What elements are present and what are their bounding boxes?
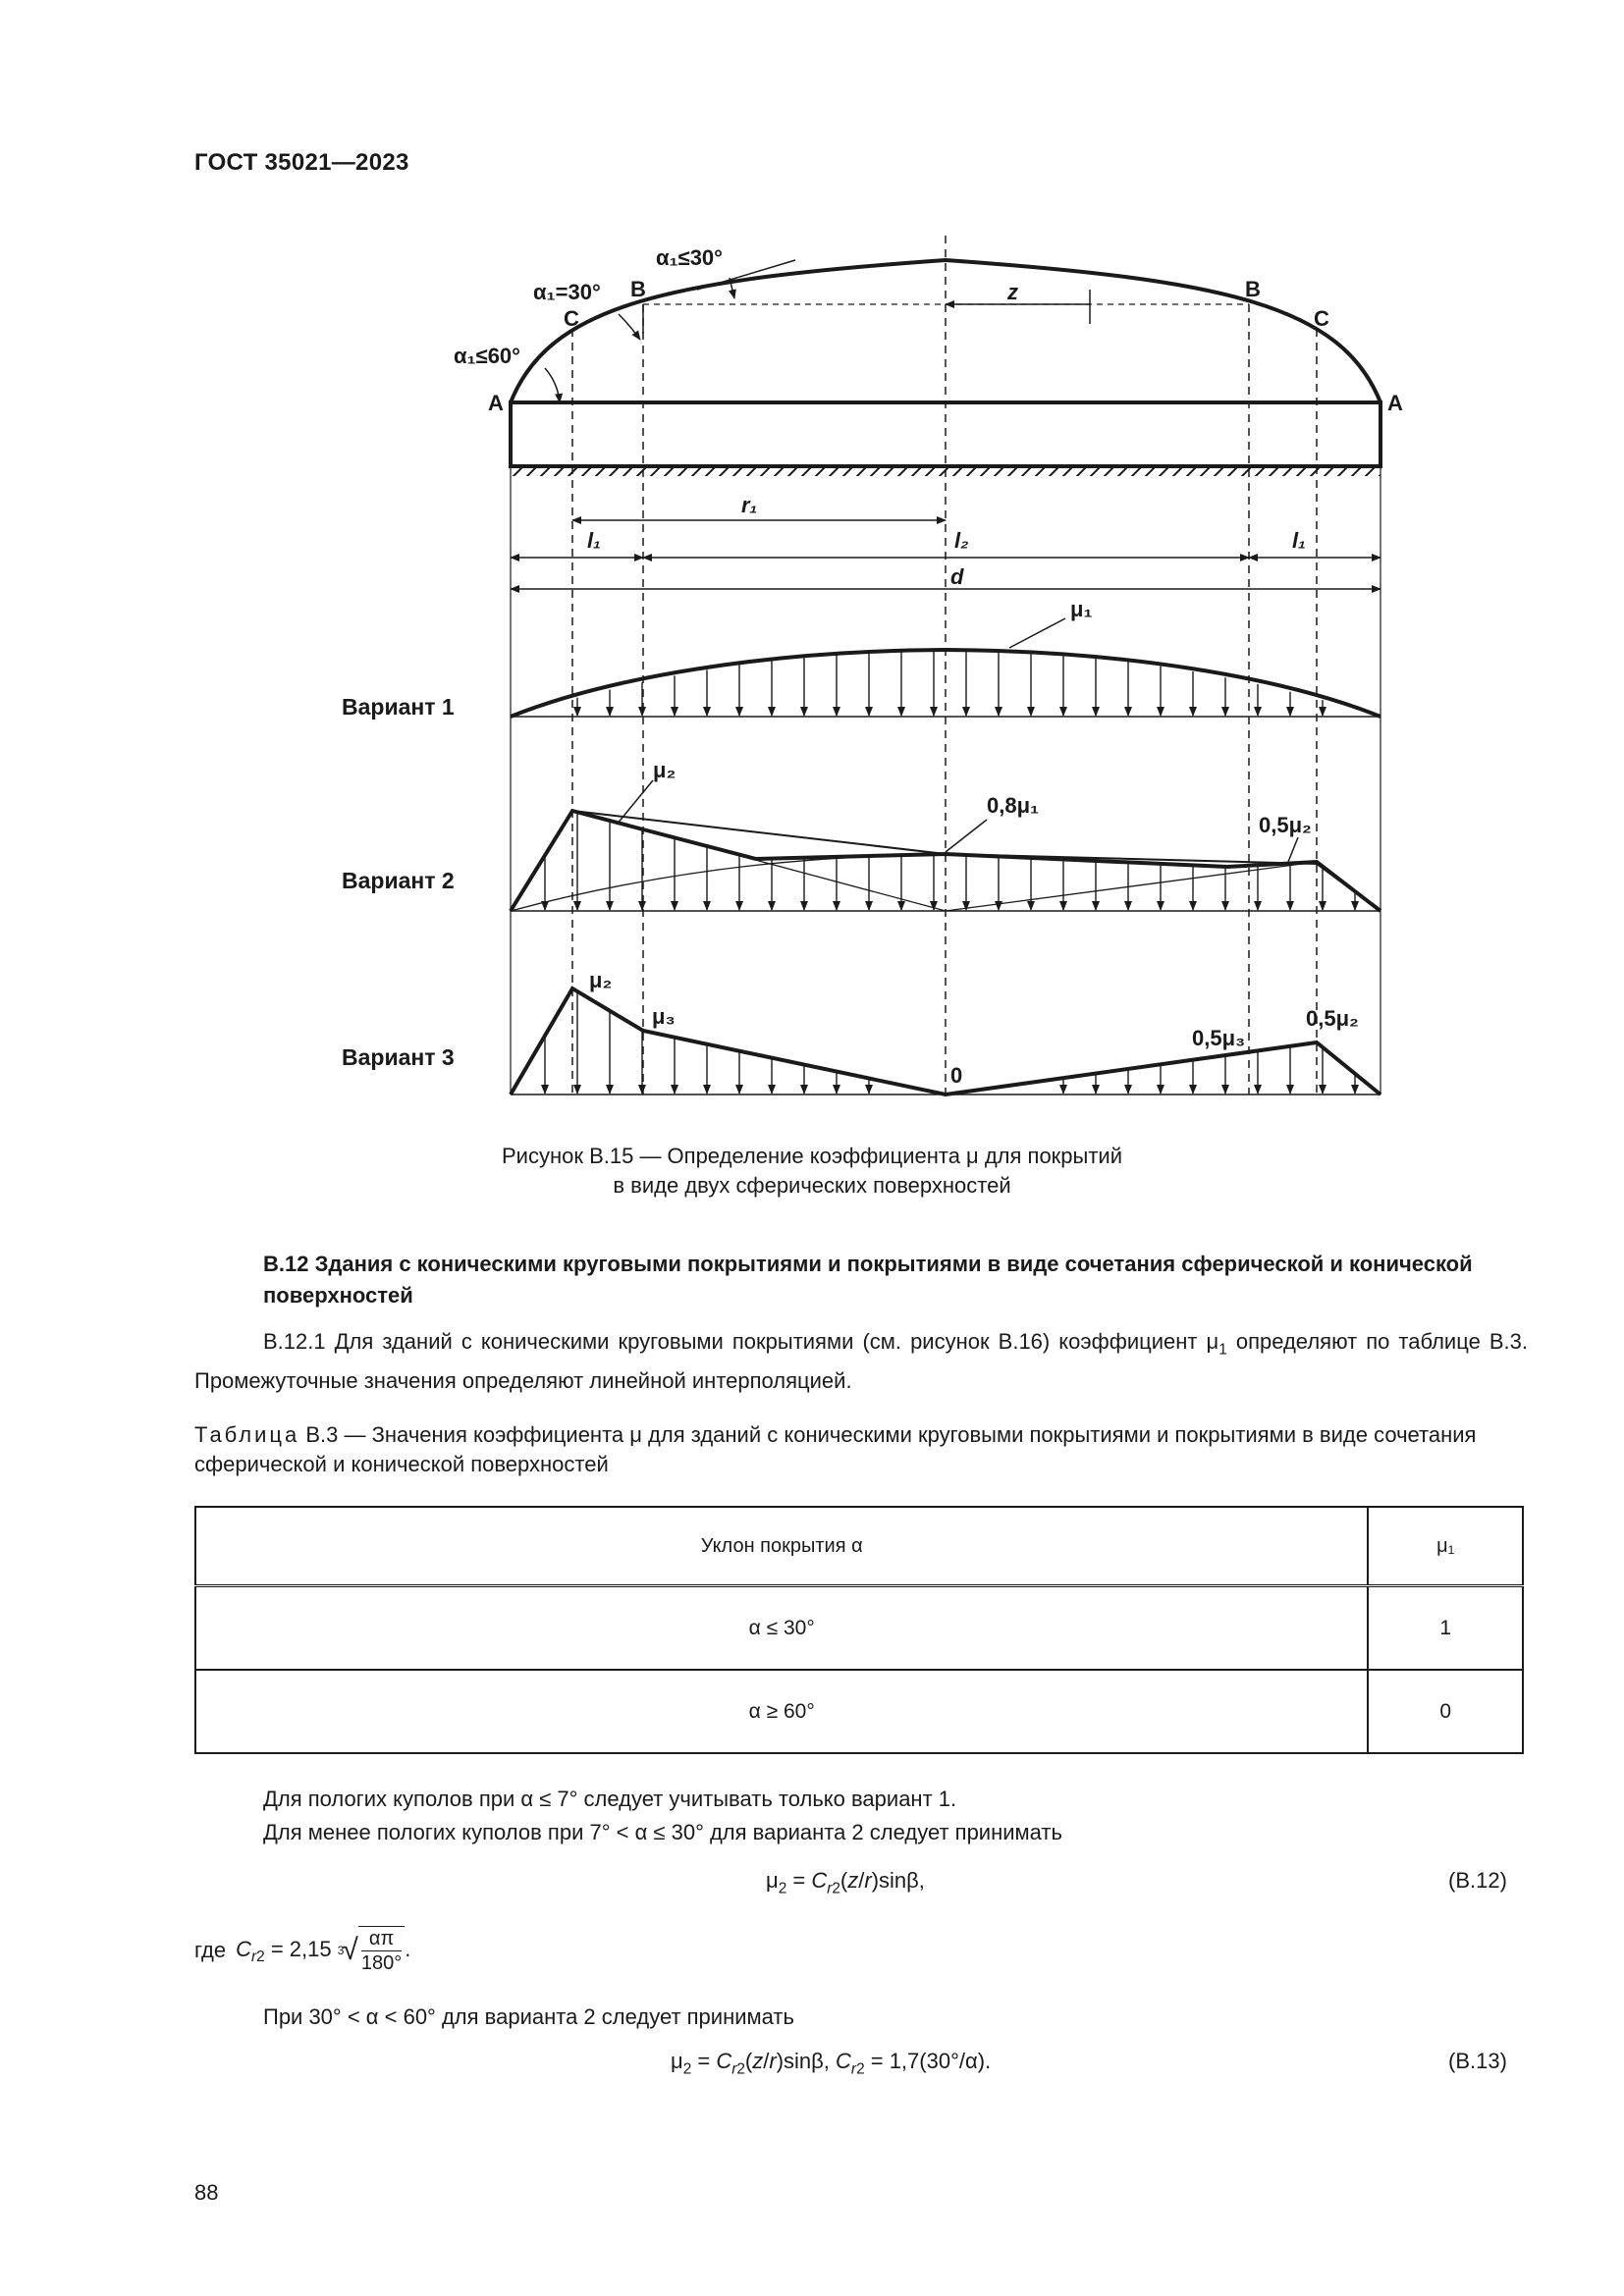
where-clause: [194, 1926, 410, 1975]
label-b-left: B: [630, 277, 646, 301]
label-mu3: μ₃: [652, 1004, 676, 1029]
label-mu2-v3: μ₂: [589, 968, 613, 992]
header-mu1: μ₁: [1368, 1507, 1523, 1586]
formula-b13: $\mu_2 = C_{r2}(z/r)\sin\beta$, $C_{r2} = 1,7(30^\circ/\alpha)$.: [671, 2049, 992, 2078]
paragraph-b12-1: В.12.1 Для зданий с коническими круговыми покрытиями (см. рисунок В.16) коэффициент $\mu_1$ определяют по таблице В.3. Промежуточные значения определяют линейной интерполяцией.: [194, 1329, 1529, 1394]
cell-slope: α ≤ 30°: [195, 1586, 1368, 1671]
variant-1-label: Вариант 1: [342, 694, 455, 720]
cell-mu: 0: [1368, 1670, 1523, 1753]
label-z: z: [1007, 280, 1018, 304]
figure-caption: [0, 1142, 1624, 1201]
dashed-guides: [572, 236, 1317, 1095]
formula-b12: $\mu_2 = C_{r2}(z/r)\sin\beta$,: [766, 1868, 925, 1897]
variant-2-label: Вариант 2: [342, 868, 455, 893]
document-header: ГОСТ 35021—2023: [194, 149, 409, 176]
label-mu05-2-v2: 0,5μ₂: [1259, 813, 1312, 837]
label-r1: r₁: [741, 493, 758, 517]
note-3: При 30° < α < 60° для варианта 2 следует принимать: [263, 2004, 794, 2029]
label-l2: l₂: [954, 528, 969, 553]
table-caption: Таблица В.3 — Значения коэффициента μ для зданий с коническими круговыми покрытиями и покрытиями в виде сочетания сферической и конической поверхностей: [194, 1422, 1477, 1476]
cell-slope: α ≥ 60°: [195, 1670, 1368, 1753]
label-mu1: μ₁: [1070, 597, 1093, 621]
label-l1-right: l₁: [1292, 528, 1306, 553]
label-l1-left: l₁: [587, 528, 601, 553]
page-number: 88: [194, 2180, 219, 2205]
label-alpha-le60: α₁≤60°: [454, 344, 520, 368]
equation-number-b13: (В.13): [1448, 2049, 1507, 2073]
label-alpha-eq30: α₁=30°: [533, 280, 601, 304]
variant-3-label: Вариант 3: [342, 1044, 455, 1070]
label-alpha-le30: α₁≤30°: [656, 245, 723, 270]
table-row: [195, 1670, 1523, 1753]
note-2: Для менее пологих куполов при 7° < α ≤ 30° для варианта 2 следует принимать: [263, 1820, 1062, 1844]
where-formula: $C_{r2} = 2,15$ 3 √ απ 180° .: [236, 1928, 411, 1974]
label-a-left: A: [488, 391, 504, 415]
coefficient-table: [194, 1506, 1524, 1754]
label-mu05-2-v3: 0,5μ₂: [1306, 1006, 1359, 1031]
label-c-right: C: [1314, 306, 1329, 331]
section-title: В.12 Здания с коническими круговыми покрытиями и покрытиями в виде сочетания сферической и конической поверхностей: [263, 1252, 1473, 1308]
variant1-arrows: [577, 650, 1323, 716]
label-c-left: C: [564, 306, 579, 331]
where-word: где: [194, 1938, 227, 1962]
note-1: Для пологих куполов при α ≤ 7° следует учитывать только вариант 1.: [263, 1787, 957, 1811]
equation-number-b12: (В.12): [1448, 1868, 1507, 1893]
label-a-right: A: [1387, 391, 1403, 415]
roof-load-diagram: [0, 0, 1624, 1139]
label-mu08: 0,8μ₁: [987, 793, 1040, 818]
caption-line-2: в виде двух сферических поверхностей: [613, 1173, 1011, 1198]
header-slope: Уклон покрытия α: [195, 1507, 1368, 1586]
label-d: d: [950, 564, 964, 589]
label-mu05-3: 0,5μ₃: [1192, 1026, 1246, 1050]
label-mu2-v2: μ₂: [653, 758, 677, 782]
cell-mu: 1: [1368, 1586, 1523, 1671]
table-row: [195, 1586, 1523, 1671]
label-zero: 0: [950, 1063, 963, 1088]
label-b-right: B: [1245, 277, 1261, 301]
caption-line-1: Рисунок В.15 — Определение коэффициента μ для покрытий: [501, 1144, 1123, 1168]
